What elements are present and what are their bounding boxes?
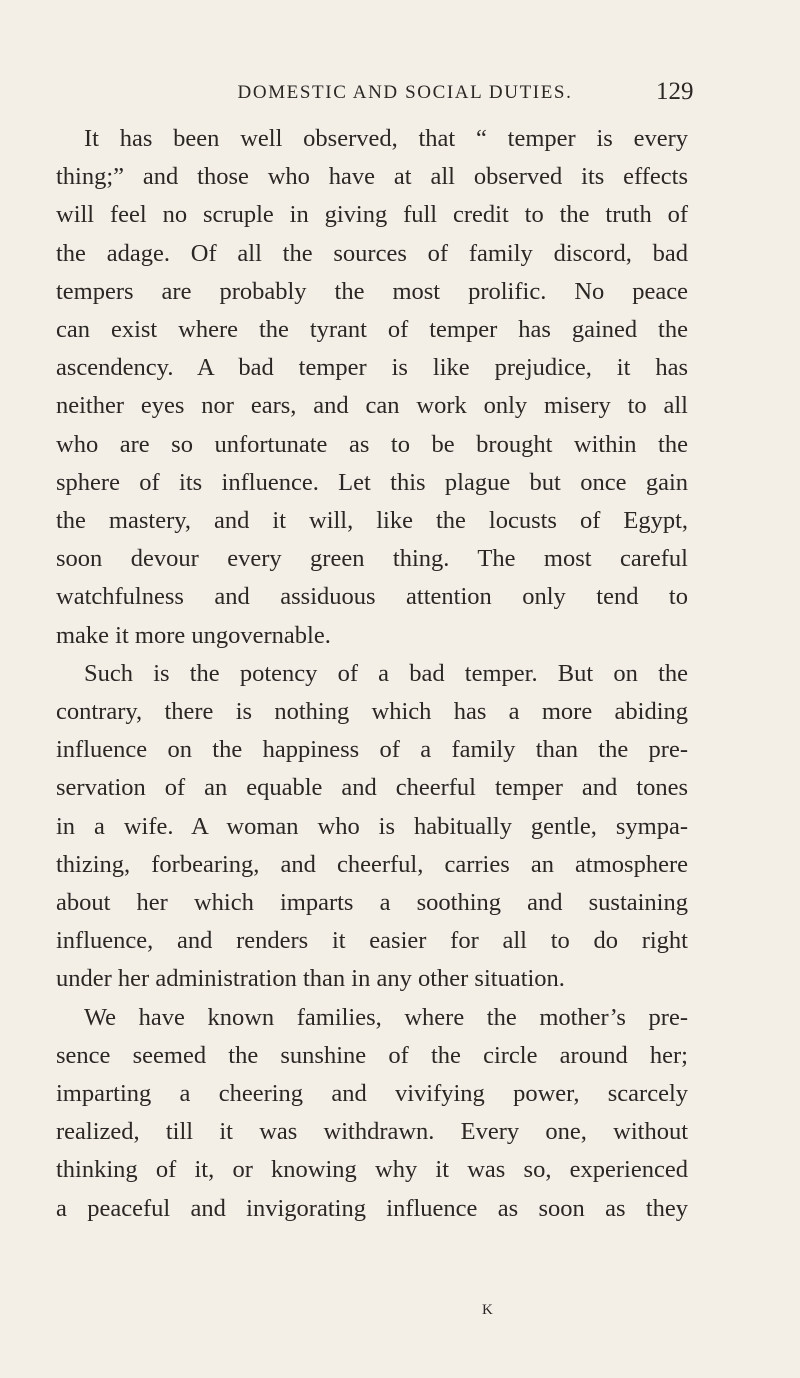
page-number: 129 <box>656 78 694 105</box>
text-line: influence on the happiness of a family than the pre- <box>56 736 688 764</box>
text-line: thizing, forbearing, and cheerful, carries an atmosphere <box>56 850 688 878</box>
text-line: tempers are probably the most prolific. No peace <box>56 277 688 305</box>
text-line: imparting a cheering and vivifying power, scarcely <box>56 1080 688 1108</box>
text-line: the mastery, and it will, like the locusts of Egypt, <box>56 507 688 535</box>
text-line: will feel no scruple in giving full credit to the truth of <box>56 201 688 229</box>
body-text <box>56 120 688 1228</box>
text-line: about her which imparts a soothing and sustaining <box>56 889 688 917</box>
text-line: Such is the potency of a bad temper. But on the <box>84 659 688 687</box>
text-line: servation of an equable and cheerful temper and tones <box>56 774 688 802</box>
text-line: It has been well observed, that “ temper is every <box>84 125 688 152</box>
text-line: sphere of its influence. Let this plague but once gain <box>56 468 688 496</box>
text-line: who are so unfortunate as to be brought within the <box>56 430 688 458</box>
text-line: the adage. Of all the sources of family discord, bad <box>56 239 688 267</box>
text-line: in a wife. A woman who is habitually gentle, sympa- <box>56 812 688 840</box>
text-line: realized, till it was withdrawn. Every one, without <box>56 1118 688 1146</box>
text-line: watchfulness and assiduous attention only tend to <box>56 583 688 611</box>
text-line: a peaceful and invigorating influence as soon as they <box>56 1194 688 1222</box>
text-line: soon devour every green thing. The most careful <box>56 545 688 573</box>
text-line: ascendency. A bad temper is like prejudice, it has <box>56 354 688 382</box>
text-line: thinking of it, or knowing why it was so, experienced <box>56 1156 688 1184</box>
text-line: thing;” and those who have at all observed its effects <box>56 163 688 191</box>
text-line: contrary, there is nothing which has a more abiding <box>56 698 688 726</box>
running-title: DOMESTIC AND SOCIAL DUTIES. <box>237 82 573 103</box>
text-line: sence seemed the sunshine of the circle around her; <box>56 1041 688 1069</box>
text-line: under her administration than in any other situation. <box>56 965 565 993</box>
text-line: influence, and renders it easier for all to do right <box>56 927 688 955</box>
text-line: make it more ungovernable. <box>56 621 331 649</box>
text-line: We have known families, where the mother’s pre- <box>84 1003 688 1031</box>
text-line: can exist where the tyrant of temper has gained the <box>56 316 688 344</box>
signature-mark: K <box>482 1302 493 1318</box>
text-line: neither eyes nor ears, and can work only misery to all <box>56 392 688 420</box>
